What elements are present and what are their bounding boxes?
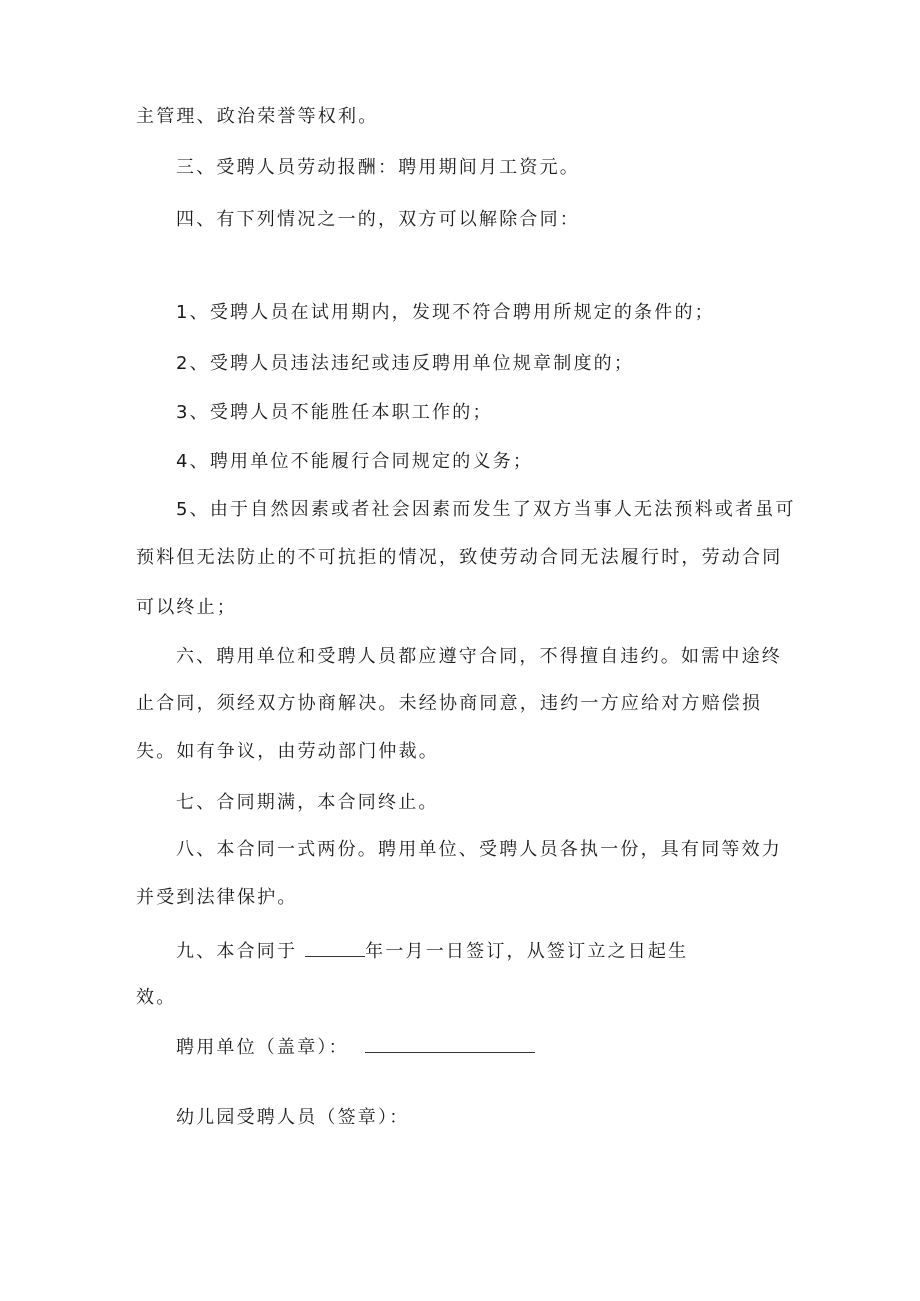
text-line: 并受到法律保护。 — [136, 887, 298, 908]
clause-nine-suffix: 年一月一日签订，从签订立之日起生 — [365, 941, 689, 962]
text-line: 主管理、政治荣誉等权利。 — [136, 106, 379, 127]
text-line: 止合同，须经双方协商解决。未经协商同意，违约一方应给对方赔偿损 — [136, 693, 763, 714]
text-line: 效。 — [136, 987, 177, 1008]
year-blank — [305, 938, 365, 957]
employer-seal-blank — [365, 1034, 535, 1053]
text-line: 3、受聘人员不能胜任本职工作的； — [176, 402, 493, 423]
text-line: 2、受聘人员违法违纪或违反聘用单位规章制度的； — [176, 353, 635, 374]
text-line: 七、合同期满，本合同终止。 — [176, 792, 439, 813]
text-line: 八、本合同一式两份。聘用单位、受聘人员各执一份，具有同等效力 — [176, 839, 782, 860]
text-line: 1、受聘人员在试用期内，发现不符合聘用所规定的条件的； — [176, 302, 715, 323]
text-line: 5、由于自然因素或者社会因素而发生了双方当事人无法预料或者虽可 — [176, 499, 796, 520]
text-line: 预料但无法防止的不可抗拒的情况，致使劳动合同无法履行时，劳动合同 — [136, 547, 783, 568]
employee-label: 幼儿园受聘人员（签章）： — [176, 1107, 410, 1128]
employer-label: 聘用单位（盖章）： — [176, 1037, 349, 1058]
clause-nine — [176, 938, 688, 964]
text-line: 失。如有争议，由劳动部门仲裁。 — [136, 741, 439, 762]
text-line: 4、聘用单位不能履行合同规定的义务； — [176, 451, 534, 472]
text-line: 可以终止； — [136, 597, 237, 618]
employer-signature-row — [176, 1034, 535, 1060]
text-line: 四、有下列情况之一的，双方可以解除合同： — [176, 209, 580, 230]
text-line: 三、受聘人员劳动报酬：聘用期间月工资元。 — [176, 157, 580, 178]
text-line: 六、聘用单位和受聘人员都应遵守合同，不得擅自违约。如需中途终 — [176, 646, 782, 667]
clause-nine-prefix: 九、本合同于 — [176, 941, 298, 962]
